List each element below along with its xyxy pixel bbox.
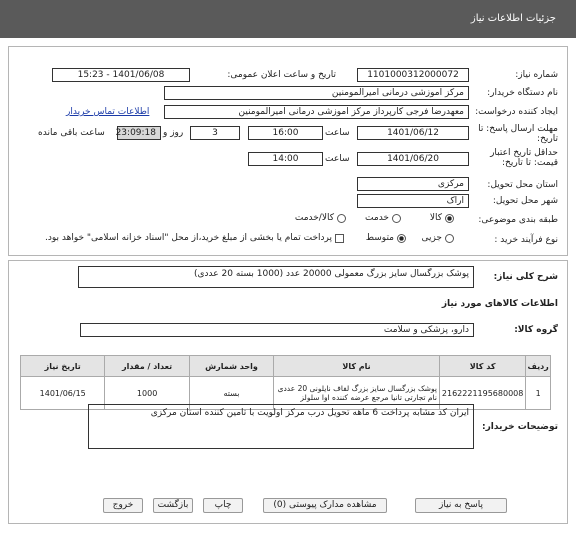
- creator-label: ایجاد کننده درخواست:: [475, 107, 558, 117]
- announce-label: تاریخ و ساعت اعلان عمومی:: [227, 70, 336, 80]
- group-field: دارو، پزشکی و سلامت: [80, 323, 474, 337]
- announce-field: 1401/06/08 - 15:23: [52, 68, 190, 82]
- category-option-goods[interactable]: کالا: [430, 213, 454, 223]
- cell-name: پوشک بزرگسال سایز بزرگ لفاف نایلونی 20 عددی نام تجارتی تانیا مرجع عرضه کننده اوا سلولز: [274, 377, 440, 410]
- city-field: اراک: [357, 194, 469, 208]
- radio-selected-icon[interactable]: [397, 234, 406, 243]
- deadline-time-field: 16:00: [248, 126, 323, 140]
- days-remaining-field: 3: [190, 126, 240, 140]
- contact-info-link[interactable]: اطلاعات تماس خریدار: [66, 107, 150, 117]
- days-label: روز و: [163, 128, 184, 138]
- cell-row: 1: [526, 377, 551, 410]
- checkbox-icon[interactable]: [335, 234, 344, 243]
- table-header-row: [21, 356, 551, 377]
- deadline-label: مهلت ارسال پاسخ: تا تاریخ:: [478, 124, 558, 144]
- cell-unit: بسته: [189, 377, 273, 410]
- city-label: شهر محل تحویل:: [492, 196, 558, 206]
- deadline-date-field: 1401/06/12: [357, 126, 469, 140]
- attachments-button[interactable]: مشاهده مدارک پیوستی (0): [263, 498, 387, 513]
- process-label: نوع فرآیند خرید :: [494, 235, 558, 245]
- page-title: جزئیات اطلاعات نیاز: [470, 13, 556, 24]
- radio-icon[interactable]: [445, 234, 454, 243]
- process-option-medium[interactable]: متوسط: [366, 233, 406, 243]
- remaining-label: ساعت باقی مانده: [38, 128, 105, 138]
- buyer-notes-label: توضیحات خریدار:: [482, 422, 558, 432]
- cell-code: 2162221195680008: [439, 377, 525, 410]
- deadline-time-label: ساعت: [325, 128, 350, 138]
- exit-button[interactable]: خروج: [103, 498, 143, 513]
- treasury-payment-option[interactable]: پرداخت تمام یا بخشی از مبلغ خرید،از محل "اسناد خزانه اسلامی" خواهد بود.: [44, 233, 344, 243]
- validity-label: حداقل تاریخ اعتبار قیمت: تا تاریخ:: [490, 148, 558, 168]
- general-desc-label: شرح کلی نیاز:: [493, 272, 558, 282]
- validity-date-field: 1401/06/20: [357, 152, 469, 166]
- reply-button[interactable]: پاسخ به نیاز: [415, 498, 507, 513]
- need-number-field: 1101000312000072: [357, 68, 469, 82]
- radio-icon[interactable]: [392, 214, 401, 223]
- col-unit: واحد شمارش: [189, 356, 273, 377]
- buyer-org-field: مرکز اموزشی درمانی امیرالمومنین: [164, 86, 469, 100]
- need-number-label: شماره نیاز:: [515, 70, 558, 80]
- remaining-time-field: 23:09:18: [117, 126, 161, 140]
- category-option-service[interactable]: خدمت: [365, 213, 401, 223]
- cell-date: 1401/06/15: [21, 377, 105, 410]
- province-field: مرکزی: [357, 177, 469, 191]
- category-label: طبقه بندی موضوعی:: [478, 215, 558, 225]
- goods-info-title: اطلاعات کالاهای مورد نیاز: [441, 299, 558, 309]
- radio-icon[interactable]: [337, 214, 346, 223]
- group-label: گروه کالا:: [514, 325, 558, 335]
- col-row: ردیف: [526, 356, 551, 377]
- cell-quantity: 1000: [105, 377, 189, 410]
- col-code: کد کالا: [439, 356, 525, 377]
- process-option-minor[interactable]: جزیی: [421, 233, 454, 243]
- buyer-org-label: نام دستگاه خریدار:: [487, 88, 558, 98]
- buyer-notes-field: ایران کد مشابه پرداخت 6 ماهه تحویل درب مرکز اولویت با تامین کننده استان مرکزی: [88, 404, 474, 449]
- radio-selected-icon[interactable]: [445, 214, 454, 223]
- validity-time-label: ساعت: [325, 154, 350, 164]
- validity-time-field: 14:00: [248, 152, 323, 166]
- province-label: استان محل تحویل:: [487, 180, 558, 190]
- creator-field: معهدرضا فرجی کارپرداز مرکز اموزشی درمانی امیرالمومنین: [164, 105, 469, 119]
- back-button[interactable]: بازگشت: [153, 498, 193, 513]
- col-date: تاریخ نیاز: [21, 356, 105, 377]
- col-quantity: تعداد / مقدار: [105, 356, 189, 377]
- col-name: نام کالا: [274, 356, 440, 377]
- page-header: [0, 0, 576, 38]
- category-option-goods-service[interactable]: کالا/خدمت: [295, 213, 346, 223]
- goods-table: [20, 355, 551, 410]
- print-button[interactable]: چاپ: [203, 498, 243, 513]
- general-desc-field: پوشک بزرگسال سایز بزرگ معمولی 20000 عدد (1000 بسته 20 عددی): [78, 266, 474, 288]
